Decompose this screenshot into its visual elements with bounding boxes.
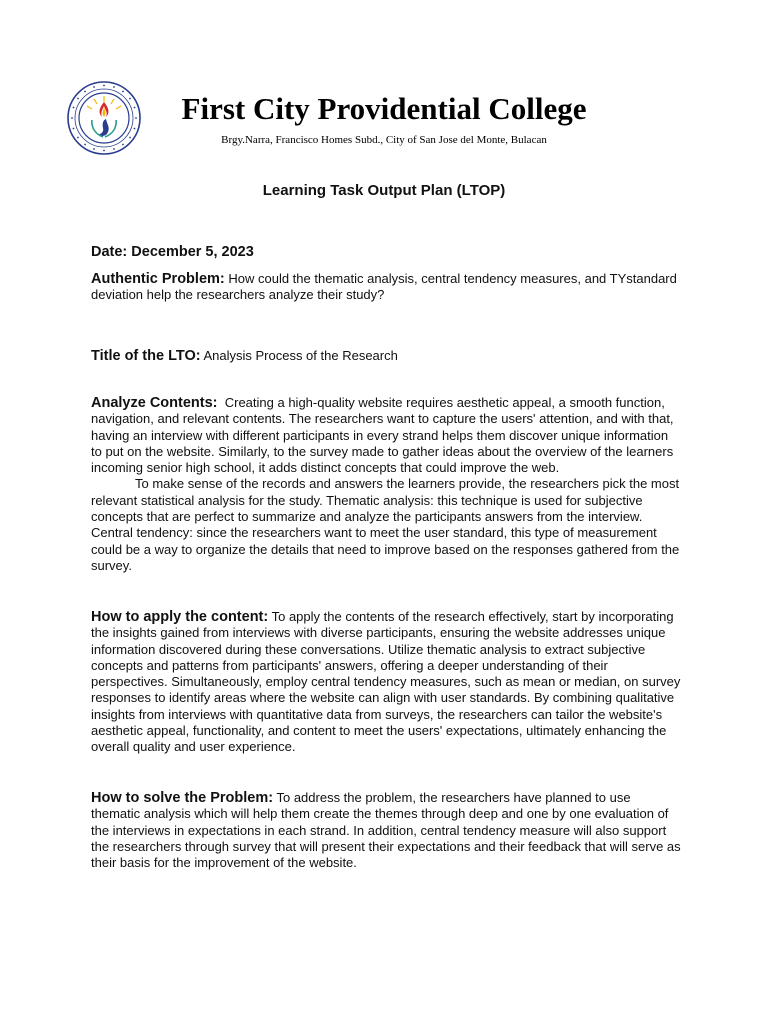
how-to-solve-text: To address the problem, the researchers have planned to use thematic analysis which will help them create the themes through deep and one by one evaluation of the interviews in expectations in each strand. In addition, central tendency measure will also support the researchers through survey that will present their expectations and their feedback that will serve as their basis for the improvement of the website. (91, 790, 681, 871)
authentic-problem-text: How could the thematic analysis, central tendency measures, and TYstandard deviation help the researchers analyze their study? (91, 271, 677, 303)
college-address: Brgy.Narra, Francisco Homes Subd., City of San Jose del Monte, Bulacan (221, 134, 547, 146)
how-to-apply-section (91, 609, 681, 756)
analyze-contents-paragraph-2: To make sense of the records and answers the learners provide, the researchers pick the most relevant statistical analysis for the study. Thematic analysis: this technique is used for subjective concepts that are perfect to summarize and analyze the participants answers from the interview. Central tendency: since the researchers want to meet the user standard, this type of measurement could be a way to organize the details that need to improve based on the responses gathered from the survey. (91, 476, 680, 573)
document-date: Date: December 5, 2023 (91, 244, 254, 260)
analyze-contents-paragraph-1: Creating a high-quality website requires aesthetic appeal, a smooth function, navigation, and relevant contents. The researchers want to capture the users' attention, and with that, having an interview with different participants in every strand helps them discover unique information to put on the website. Similarly, to the survey made to gather ideas about the overview of the learners incoming senior high school, it adds distinct concepts that could improve the web. (91, 395, 674, 476)
authentic-problem-section (91, 271, 681, 304)
how-to-solve-label: How to solve the Problem: (91, 790, 274, 806)
college-seal-icon (66, 80, 142, 156)
analyze-contents-section (91, 395, 681, 574)
document-title: Learning Task Output Plan (LTOP) (262, 182, 506, 199)
analyze-contents-label: Analyze Contents: (91, 395, 218, 411)
how-to-solve-section (91, 790, 681, 871)
how-to-apply-label: How to apply the content: (91, 609, 269, 625)
authentic-problem-label: Authentic Problem: (91, 271, 225, 287)
college-name: First City Providential College (181, 91, 587, 126)
lto-title-section (91, 348, 681, 364)
how-to-apply-text: To apply the contents of the research effectively, start by incorporating the insights gained from interviews with diverse participants, ensuring the website addresses unique information discovered during these conversations. Utilize thematic analysis to extract subjective concepts and patterns from participants' answers, offering a deeper understanding of their perspectives. Simultaneously, employ central tendency measures, such as mean or median, on survey responses to identify areas where the website can align with user standards. By combining qualitative insights from interviews with quantitative data from surveys, the researchers can tailor the website's aesthetic appeal, functionality, and content to meet the users' expectations, ultimately enhancing the overall quality and user experience. (91, 609, 681, 755)
lto-title-label: Title of the LTO: (91, 348, 201, 364)
lto-title-text: Analysis Process of the Research (203, 348, 398, 363)
